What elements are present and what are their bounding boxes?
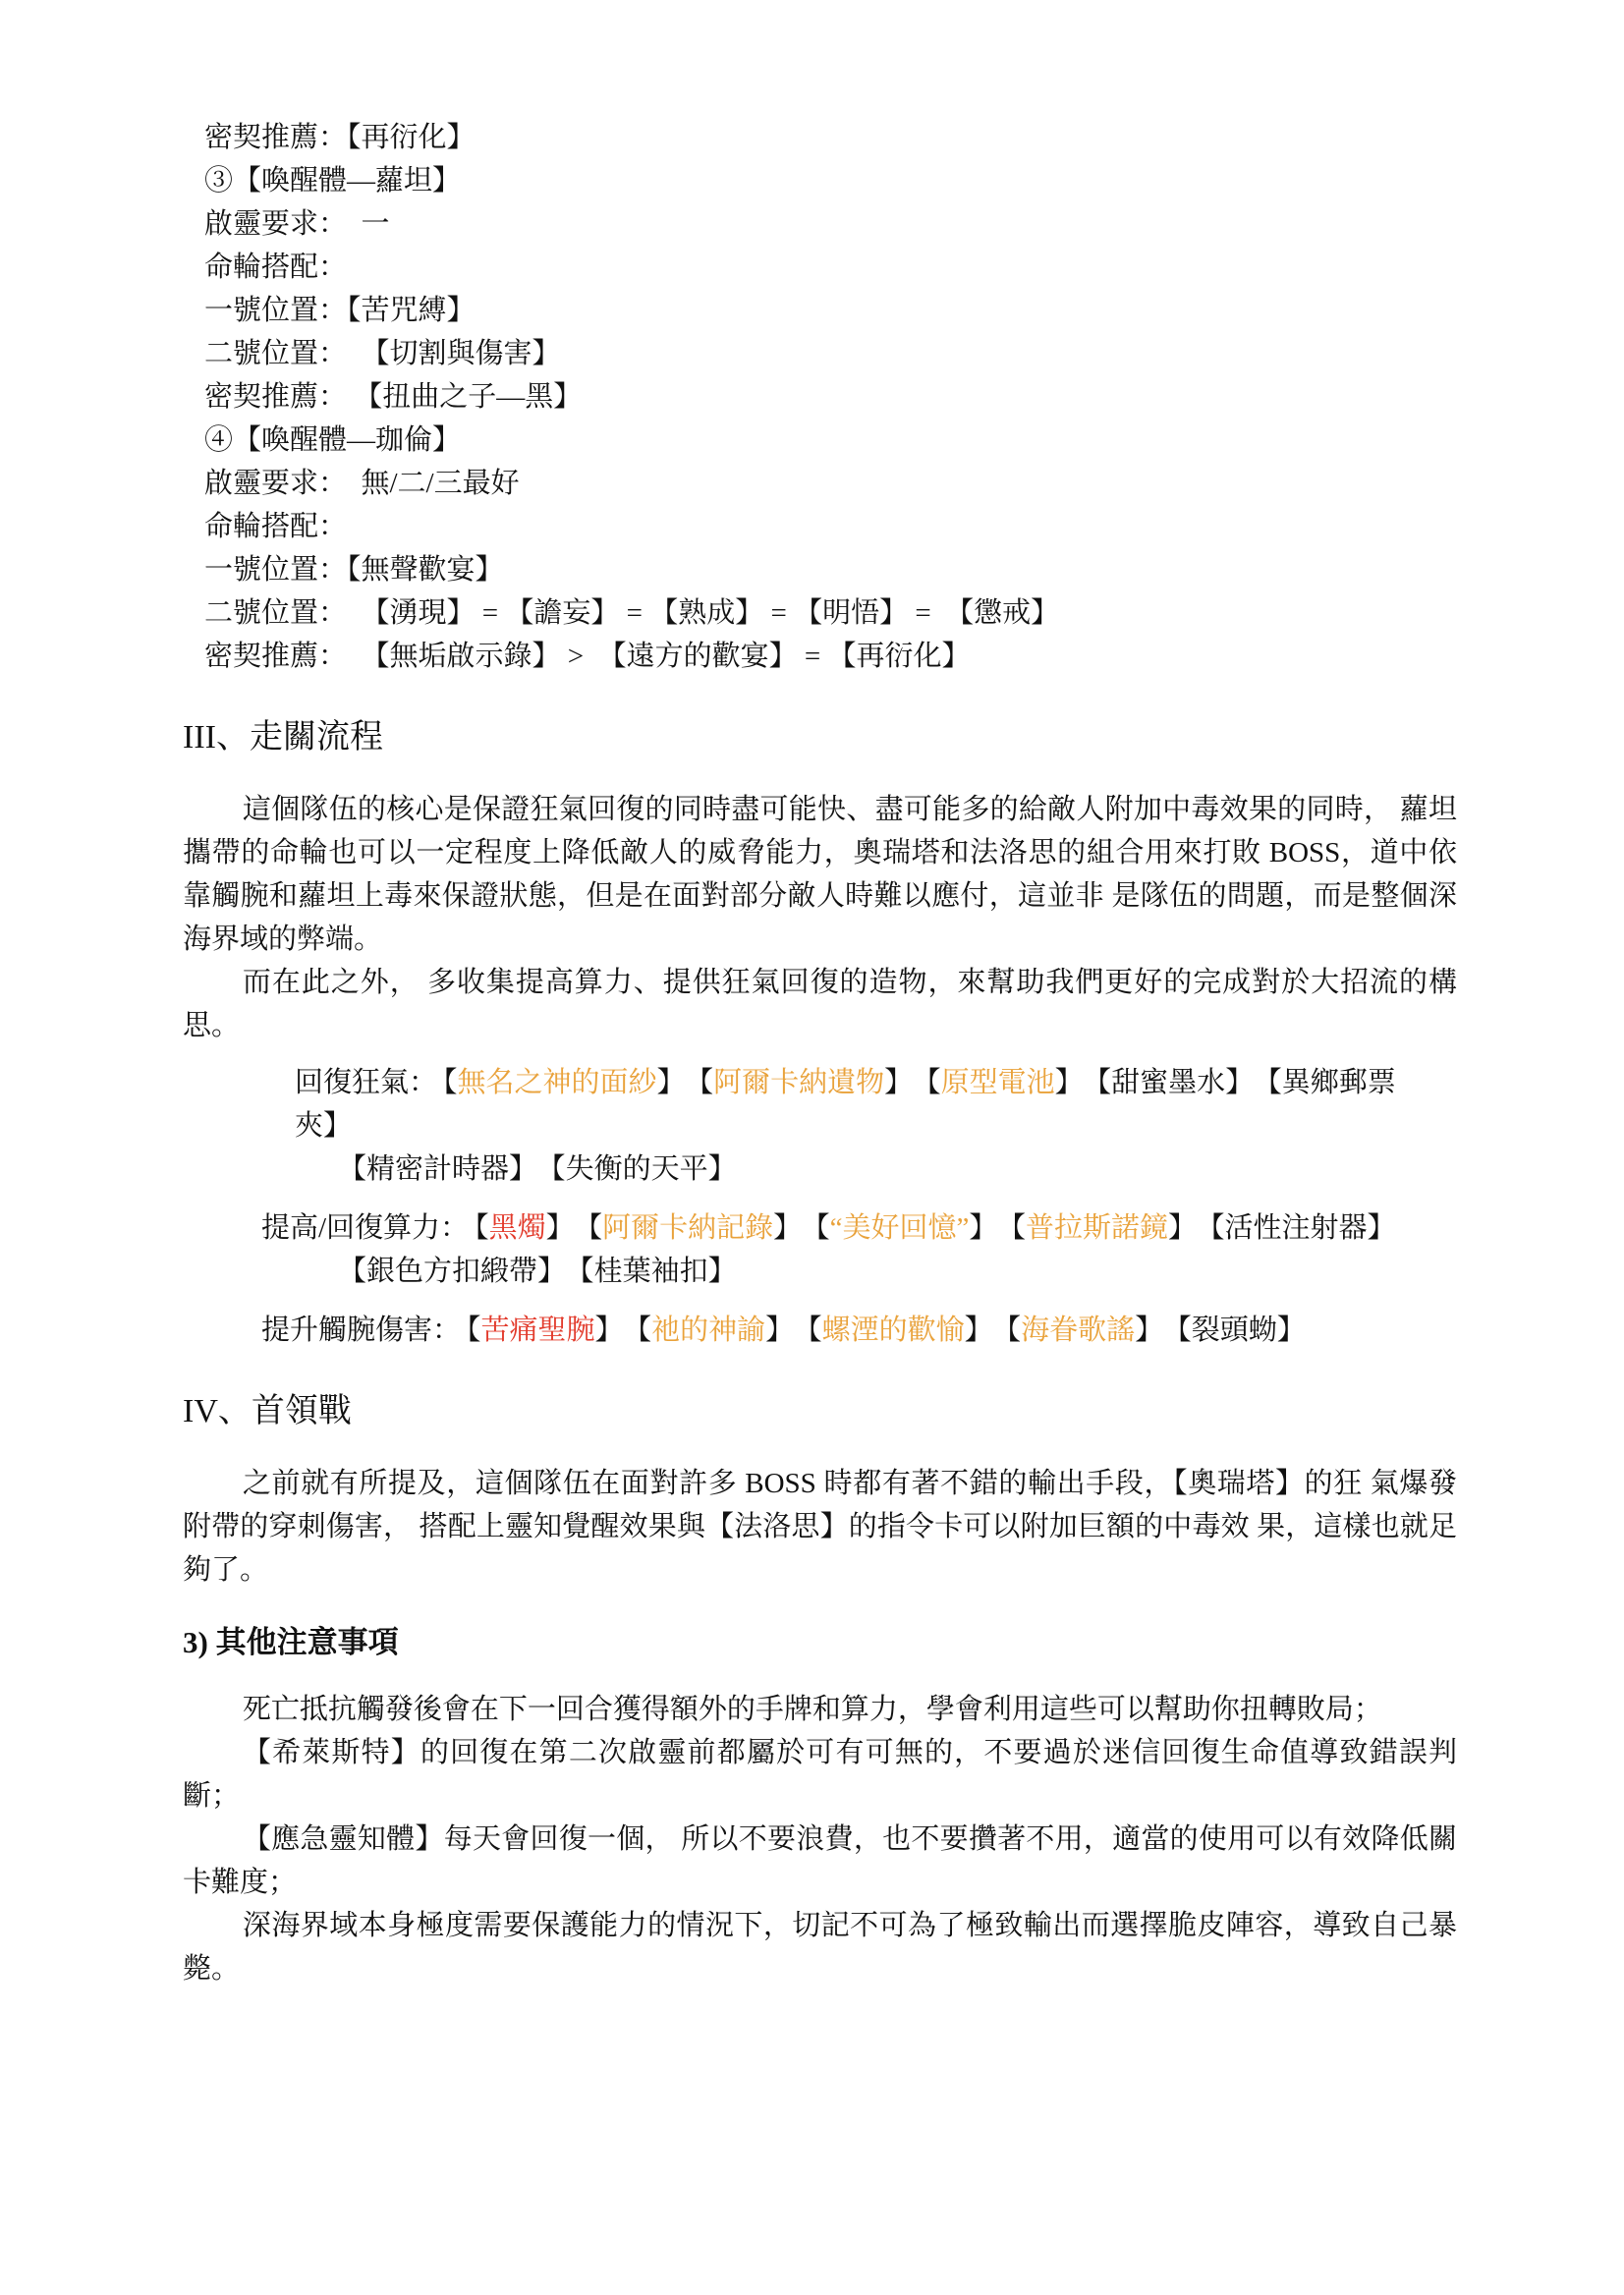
bracket-close: 】 — [323, 1110, 353, 1142]
artifact-item — [338, 1256, 566, 1287]
artifact-name: 海眷歌謠 — [1021, 1315, 1136, 1346]
bracket-close: 】 — [964, 1315, 993, 1346]
bracket-open: 【 — [1209, 1212, 1225, 1244]
artifact-item — [475, 1212, 575, 1244]
artifact-item — [808, 1315, 993, 1346]
bracket-close: 】 — [707, 1153, 737, 1185]
bracket-close: 】 — [594, 1315, 624, 1346]
bracket-close: 】 — [773, 1212, 803, 1244]
artifact-item — [338, 1153, 537, 1185]
artifact-item — [1011, 1212, 1197, 1244]
artifact-name: 祂的神諭 — [651, 1315, 766, 1346]
artifact-line — [338, 1250, 1457, 1293]
artifact-line — [261, 1206, 1457, 1250]
spec-line: 命輪搭配： — [204, 252, 348, 283]
spec-line: 密契推薦： 【無垢啟示錄】 > 【遠方的歡宴】 = 【再衍化】 — [204, 641, 971, 672]
bracket-close: 】 — [707, 1256, 737, 1287]
bracket-open: 【 — [1177, 1315, 1192, 1346]
bracket-close: 】 — [765, 1315, 795, 1346]
bracket-close: 】 — [656, 1067, 686, 1098]
artifact-name: 阿爾卡納遺物 — [713, 1067, 885, 1098]
artifact-item — [1177, 1315, 1306, 1346]
note-paragraph: 深海界域本身極度需要保護能力的情況下，切記不可為了極致輸出而選擇脆皮陣容，導致自己暴斃。 — [183, 1910, 1457, 1985]
artifact-name: 無名之神的面紗 — [457, 1067, 657, 1098]
section-heading-other-notes: 3) 其他注意事項 — [183, 1625, 399, 1659]
artifact-name: 桂葉袖扣 — [593, 1256, 708, 1287]
artifact-group — [183, 1309, 1457, 1352]
artifact-name: “美好回憶” — [829, 1212, 970, 1244]
bracket-open: 【 — [580, 1256, 594, 1287]
bracket-close: 】 — [545, 1212, 575, 1244]
note-paragraph: 【希萊斯特】的回復在第二次啟靈前都屬於可有可無的，不要過於迷信回復生命值導致錯誤判斷； — [183, 1737, 1457, 1812]
artifact-name: 普拉斯諾鏡 — [1025, 1212, 1168, 1244]
boss-fight-paragraph: 之前就有所提及，這個隊伍在面對許多 BOSS 時都有著不錯的輸出手段，【奧瑞塔】的狂 氣爆發附帶的穿刺傷害， 搭配上靈知覺醒效果與【法洛思】的指令卡可以附加巨額的中毒效 果，這樣也就足夠了。 — [183, 1468, 1457, 1586]
spec-line: 命輪搭配： — [204, 511, 348, 542]
bracket-close: 】 — [1367, 1212, 1396, 1244]
spec-line: 啟靈要求： 無/二/三最好 — [204, 468, 520, 499]
bracket-open: 【 — [443, 1067, 458, 1098]
bracket-open: 【 — [699, 1067, 714, 1098]
bracket-open: 【 — [338, 1256, 367, 1287]
artifact-line — [261, 1309, 1457, 1352]
artifact-name: 黑燭 — [488, 1212, 546, 1244]
spec-line: 密契推薦： 【扭曲之子—黑】 — [204, 381, 583, 413]
other-notes-list — [183, 1688, 1457, 1990]
bracket-open: 【 — [588, 1212, 603, 1244]
artifact-name: 失衡的天平 — [565, 1153, 708, 1185]
artifact-name: 精密計時器 — [366, 1153, 510, 1185]
bracket-close: 】 — [509, 1153, 538, 1185]
bracket-open: 【 — [815, 1212, 830, 1244]
bracket-close: 】 — [884, 1067, 914, 1098]
artifact-name: 活性注射器 — [1224, 1212, 1368, 1244]
bracket-open: 【 — [808, 1315, 822, 1346]
bracket-close: 】 — [1135, 1315, 1164, 1346]
artifact-group — [183, 1206, 1457, 1293]
artifact-category-label: 回復狂氣： — [295, 1067, 438, 1098]
walkthrough-paragraph-1: 這個隊伍的核心是保證狂氣回復的同時盡可能快、盡可能多的給敵人附加中毒效果的同時， 蘿坦攜帶的命輪也可以一定程度上降低敵人的威脅能力，奧瑞塔和法洛思的組合用來打敗 BOSS，道中依靠觸腕和蘿坦上毒來保證狀態，但是在面對部分敵人時難以應付，這並非 是隊伍的問題，而是整個深海界域的弊端。 — [183, 794, 1457, 955]
artifact-item — [1007, 1315, 1164, 1346]
bracket-open: 【 — [551, 1153, 566, 1185]
section-heading-walkthrough: III、走關流程 — [183, 719, 383, 756]
bracket-close: 】 — [1276, 1315, 1306, 1346]
artifact-item — [580, 1256, 737, 1287]
spec-line: 一號位置：【無聲歡宴】 — [204, 554, 504, 586]
artifact-category-label: 提升觸腕傷害： — [261, 1315, 462, 1346]
artifact-name: 苦痛聖腕 — [480, 1315, 595, 1346]
artifact-name: 原型電池 — [940, 1067, 1055, 1098]
spec-line: 二號位置： 【切割與傷害】 — [204, 338, 561, 369]
spec-line: 啟靈要求： 一 — [204, 208, 390, 240]
artifact-item — [700, 1067, 914, 1098]
bracket-open: 【 — [1267, 1067, 1282, 1098]
awakened-spec-list — [204, 116, 1457, 678]
artifact-name: 銀色方扣緞帶 — [366, 1256, 538, 1287]
artifact-item — [467, 1315, 624, 1346]
note-paragraph: 【應急靈知體】每天會回復一個， 所以不要浪費，也不要攢著不用，適當的使用可以有效降低關卡難度； — [183, 1823, 1457, 1898]
bracket-open: 【 — [926, 1067, 941, 1098]
artifact-item — [443, 1067, 686, 1098]
spec-line: 二號位置： 【湧現】 = 【譫妄】 = 【熟成】 = 【明悟】 = 【懲戒】 — [204, 597, 1060, 629]
spec-line: 密契推薦：【再衍化】 — [204, 122, 476, 153]
bracket-close: 】 — [1054, 1067, 1084, 1098]
bracket-open: 【 — [1006, 1315, 1022, 1346]
artifact-name: 甜蜜墨水 — [1111, 1067, 1226, 1098]
walkthrough-paragraph-2: 而在此之外， 多收集提高算力、提供狂氣回復的造物，來幫助我們更好的完成對於大招流的構思。 — [183, 967, 1457, 1041]
artifact-item — [588, 1212, 803, 1244]
bracket-close: 】 — [1225, 1067, 1255, 1098]
note-paragraph: 死亡抵抗觸發後會在下一回合獲得額外的手牌和算力，學會利用這些可以幫助你扭轉敗局； — [242, 1694, 1382, 1725]
bracket-open: 【 — [1011, 1212, 1026, 1244]
section-heading-boss-fight: IV、首領戰 — [183, 1393, 352, 1429]
spec-line: 一號位置：【苦咒縛】 — [204, 295, 476, 326]
artifact-line — [295, 1061, 1457, 1148]
bracket-open: 【 — [475, 1212, 489, 1244]
artifact-item — [1210, 1212, 1396, 1244]
bracket-open: 【 — [1096, 1067, 1112, 1098]
artifact-item — [815, 1212, 997, 1244]
bracket-close: 】 — [1167, 1212, 1197, 1244]
artifact-recommendation-list — [183, 1061, 1457, 1352]
bracket-open: 【 — [637, 1315, 652, 1346]
bracket-close: 】 — [537, 1256, 567, 1287]
artifact-item — [638, 1315, 795, 1346]
artifact-name: 異鄉郵票夾 — [295, 1067, 1396, 1142]
spec-line: ④【喚醒體—珈倫】 — [204, 424, 462, 456]
artifact-name: 螺湮的歡愉 — [821, 1315, 965, 1346]
bracket-open: 【 — [467, 1315, 481, 1346]
artifact-category-label: 提高/回復算力： — [261, 1212, 470, 1244]
artifact-name: 裂頭蚴 — [1191, 1315, 1277, 1346]
artifact-item — [551, 1153, 737, 1185]
artifact-line — [338, 1148, 1457, 1191]
artifact-name: 阿爾卡納記錄 — [602, 1212, 774, 1244]
artifact-group — [183, 1061, 1457, 1191]
bracket-open: 【 — [338, 1153, 367, 1185]
bracket-close: 】 — [969, 1212, 998, 1244]
spec-line: ③【喚醒體—蘿坦】 — [204, 165, 462, 196]
artifact-item — [1097, 1067, 1255, 1098]
artifact-item — [926, 1067, 1084, 1098]
